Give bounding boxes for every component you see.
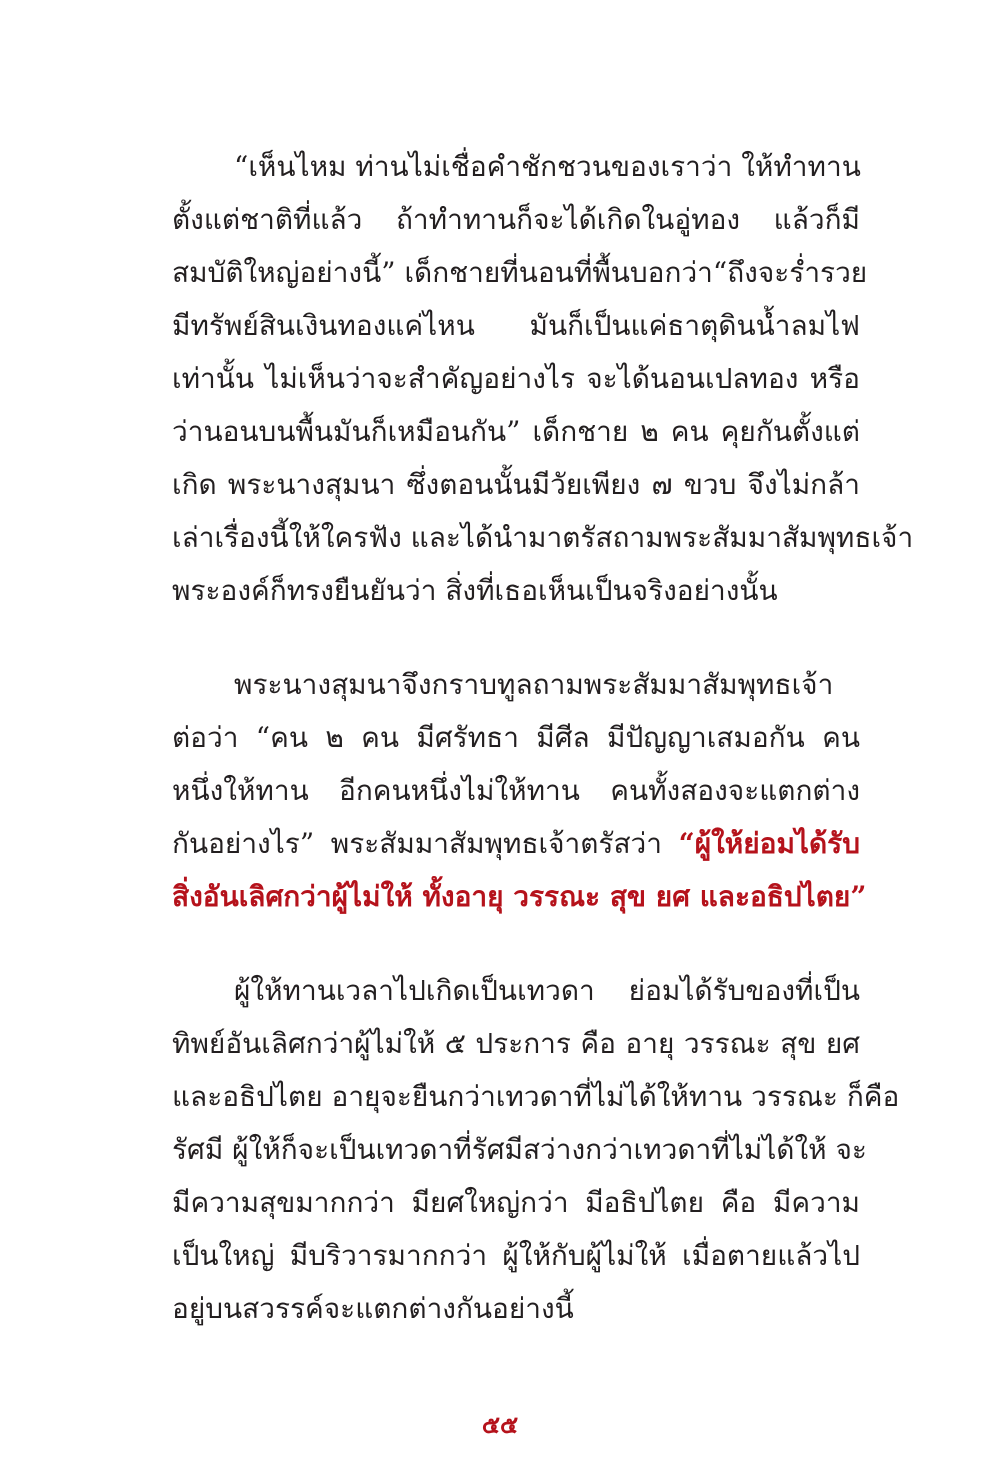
paragraph-1 xyxy=(172,140,914,617)
text-line: อยู่บนสวรรค์จะแตกต่างกันอย่างนี้ xyxy=(172,1292,574,1325)
text-line: ผู้ให้ทานเวลาไปเกิดเป็นเทวดา ย่อมได้รับของที่เป็น xyxy=(234,974,860,1007)
text-line: ว่านอนบนพื้นมันก็เหมือนกัน” เด็กชาย ๒ คน คุยกันตั้งแต่ xyxy=(172,415,860,448)
paragraph-spacer xyxy=(172,923,860,964)
text-line: เท่านั้น ไม่เห็นว่าจะสำคัญอย่างไร จะได้นอนเปลทอง หรือ xyxy=(172,362,860,395)
text-line: หนึ่งให้ทาน อีกคนหนึ่งไม่ให้ทาน คนทั้งสองจะแตกต่าง xyxy=(172,774,860,807)
highlighted-quote-line: สิ่งอันเลิศกว่าผู้ไม่ให้ ทั้งอายุ วรรณะ สุข ยศ และอธิปไตย” xyxy=(172,880,867,913)
paragraph-2 xyxy=(172,658,867,923)
plain-text: กันอย่างไร” พระสัมมาสัมพุทธเจ้าตรัสว่า xyxy=(172,827,679,860)
paragraph-3 xyxy=(172,964,900,1335)
text-line-mixed xyxy=(172,817,860,870)
paragraph-spacer xyxy=(172,617,860,658)
page-number: ๕๕ xyxy=(481,1410,519,1439)
text-line: พระนางสุมนาจึงกราบทูลถามพระสัมมาสัมพุทธเจ้า xyxy=(234,668,834,701)
text-line: ต่อว่า “คน ๒ คน มีศรัทธา มีศีล มีปัญญาเสมอกัน คน xyxy=(172,721,860,754)
text-line: ทิพย์อันเลิศกว่าผู้ไม่ให้ ๕ ประการ คือ อายุ วรรณะ สุข ยศ xyxy=(172,1027,860,1060)
text-line: เป็นใหญ่ มีบริวารมากกว่า ผู้ให้กับผู้ไม่ให้ เมื่อตายแล้วไป xyxy=(172,1239,860,1272)
text-line: และอธิปไตย อายุจะยืนกว่าเทวดาที่ไม่ได้ให้ทาน วรรณะ ก็คือ xyxy=(172,1080,900,1113)
text-line: พระองค์ก็ทรงยืนยันว่า สิ่งที่เธอเห็นเป็นจริงอย่างนั้น xyxy=(172,574,778,607)
text-line: เล่าเรื่องนี้ให้ใครฟัง และได้นำมาตรัสถามพระสัมมาสัมพุทธเจ้า xyxy=(172,521,914,554)
text-line: ตั้งแต่ชาติที่แล้ว ถ้าทำทานก็จะได้เกิดในอู่ทอง แล้วก็มี xyxy=(172,203,860,236)
text-line: มีทรัพย์สินเงินทองแค่ไหน มันก็เป็นแค่ธาตุดินน้ำลมไฟ xyxy=(172,309,860,342)
text-line: รัศมี ผู้ให้ก็จะเป็นเทวดาที่รัศมีสว่างกว่าเทวดาที่ไม่ได้ให้ จะ xyxy=(172,1133,867,1166)
highlighted-quote-start: “ผู้ให้ย่อมได้รับ xyxy=(678,827,860,860)
page-body xyxy=(172,140,914,1335)
text-line: “เห็นไหม ท่านไม่เชื่อคำชักชวนของเราว่า ให้ทำทาน xyxy=(234,150,861,183)
text-line: เกิด พระนางสุมนา ซึ่งตอนนั้นมีวัยเพียง ๗ ขวบ จึงไม่กล้า xyxy=(172,468,860,501)
text-line: มีความสุขมากกว่า มียศใหญ่กว่า มีอธิปไตย คือ มีความ xyxy=(172,1186,860,1219)
text-line: สมบัติใหญ่อย่างนี้” เด็กชายที่นอนที่พื้นบอกว่า“ถึงจะร่ำรวย xyxy=(172,256,868,289)
